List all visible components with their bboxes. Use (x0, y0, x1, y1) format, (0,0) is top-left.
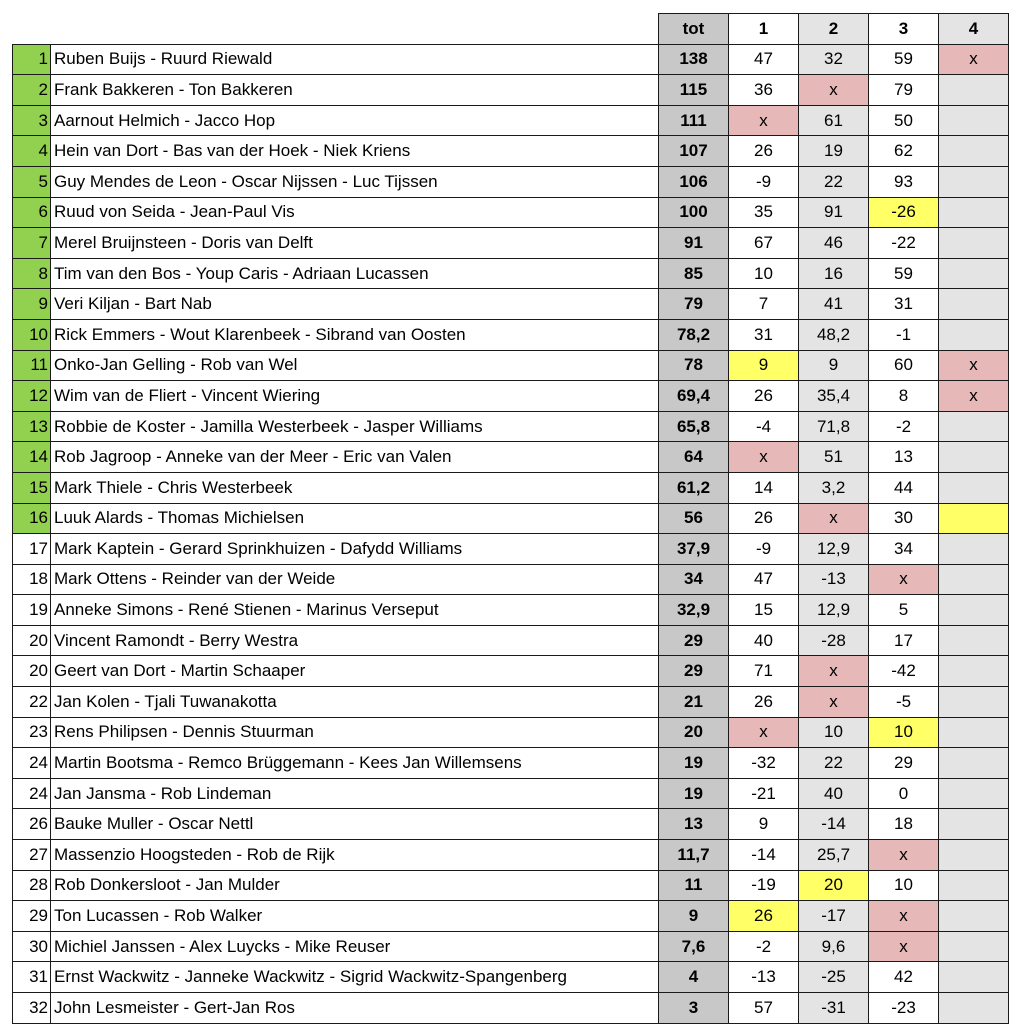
rank-cell: 26 (13, 809, 51, 840)
round-1-score-cell: -21 (729, 778, 799, 809)
round-2-score-cell: 22 (799, 748, 869, 779)
header-blank-rank (13, 14, 51, 45)
table-row (13, 595, 1009, 626)
team-name-cell: Aarnout Helmich - Jacco Hop (51, 105, 659, 136)
total-score-cell: 138 (659, 44, 729, 75)
rank-cell: 12 (13, 381, 51, 412)
round-1-score-cell: 36 (729, 75, 799, 106)
team-name-cell: Ton Lucassen - Rob Walker (51, 901, 659, 932)
total-score-cell: 20 (659, 717, 729, 748)
table-row (13, 564, 1009, 595)
round-3-score-cell: -2 (869, 411, 939, 442)
round-1-score-cell: -9 (729, 534, 799, 565)
round-1-score-cell: x (729, 717, 799, 748)
round-2-score-cell: 12,9 (799, 595, 869, 626)
rank-cell: 10 (13, 319, 51, 350)
round-4-score-cell (939, 748, 1009, 779)
table-row (13, 717, 1009, 748)
round-4-score-cell (939, 625, 1009, 656)
round-3-score-cell: 59 (869, 44, 939, 75)
team-name-cell: Mark Ottens - Reinder van der Weide (51, 564, 659, 595)
table-row (13, 778, 1009, 809)
round-3-score-cell: 0 (869, 778, 939, 809)
table-row (13, 75, 1009, 106)
round-2-score-cell: -17 (799, 901, 869, 932)
team-name-cell: Vincent Ramondt - Berry Westra (51, 625, 659, 656)
round-3-score-cell: 34 (869, 534, 939, 565)
round-1-score-cell: -32 (729, 748, 799, 779)
header-round-4: 4 (939, 14, 1009, 45)
round-4-score-cell (939, 931, 1009, 962)
round-1-score-cell: 9 (729, 350, 799, 381)
round-4-score-cell (939, 75, 1009, 106)
round-4-score-cell (939, 166, 1009, 197)
round-2-score-cell: 71,8 (799, 411, 869, 442)
round-4-score-cell (939, 656, 1009, 687)
total-score-cell: 79 (659, 289, 729, 320)
table-row (13, 411, 1009, 442)
team-name-cell: Ernst Wackwitz - Janneke Wackwitz - Sigrid Wackwitz-Spangenberg (51, 962, 659, 993)
table-row (13, 166, 1009, 197)
round-1-score-cell: -19 (729, 870, 799, 901)
rank-cell: 28 (13, 870, 51, 901)
round-4-score-cell (939, 717, 1009, 748)
round-4-score-cell (939, 442, 1009, 473)
round-3-score-cell: 50 (869, 105, 939, 136)
total-score-cell: 32,9 (659, 595, 729, 626)
round-3-score-cell: 59 (869, 258, 939, 289)
round-4-score-cell (939, 901, 1009, 932)
round-3-score-cell: 10 (869, 870, 939, 901)
round-4-score-cell (939, 534, 1009, 565)
round-3-score-cell: 18 (869, 809, 939, 840)
table-row (13, 381, 1009, 412)
team-name-cell: Martin Bootsma - Remco Brüggemann - Kees Jan Willemsens (51, 748, 659, 779)
team-name-cell: Robbie de Koster - Jamilla Westerbeek - Jasper Williams (51, 411, 659, 442)
round-4-score-cell (939, 870, 1009, 901)
round-3-score-cell: -23 (869, 993, 939, 1024)
total-score-cell: 11,7 (659, 840, 729, 871)
round-4-score-cell (939, 258, 1009, 289)
round-3-score-cell: x (869, 901, 939, 932)
round-3-score-cell: -26 (869, 197, 939, 228)
round-3-score-cell: -5 (869, 687, 939, 718)
team-name-cell: Jan Jansma - Rob Lindeman (51, 778, 659, 809)
rank-cell: 30 (13, 931, 51, 962)
round-2-score-cell: x (799, 687, 869, 718)
total-score-cell: 91 (659, 228, 729, 259)
total-score-cell: 13 (659, 809, 729, 840)
round-3-score-cell: 93 (869, 166, 939, 197)
round-2-score-cell: 32 (799, 44, 869, 75)
table-row (13, 105, 1009, 136)
round-1-score-cell: 26 (729, 136, 799, 167)
table-row (13, 840, 1009, 871)
team-name-cell: John Lesmeister - Gert-Jan Ros (51, 993, 659, 1024)
round-2-score-cell: 61 (799, 105, 869, 136)
round-4-score-cell (939, 595, 1009, 626)
round-1-score-cell: 35 (729, 197, 799, 228)
rank-cell: 8 (13, 258, 51, 289)
round-4-score-cell (939, 564, 1009, 595)
round-2-score-cell: 16 (799, 258, 869, 289)
rank-cell: 3 (13, 105, 51, 136)
rank-cell: 1 (13, 44, 51, 75)
round-2-score-cell: 51 (799, 442, 869, 473)
round-1-score-cell: -4 (729, 411, 799, 442)
total-score-cell: 34 (659, 564, 729, 595)
round-4-score-cell (939, 136, 1009, 167)
rank-cell: 16 (13, 503, 51, 534)
round-2-score-cell: 20 (799, 870, 869, 901)
total-score-cell: 111 (659, 105, 729, 136)
round-3-score-cell: 60 (869, 350, 939, 381)
total-score-cell: 64 (659, 442, 729, 473)
team-name-cell: Wim van de Fliert - Vincent Wiering (51, 381, 659, 412)
total-score-cell: 115 (659, 75, 729, 106)
team-name-cell: Ruben Buijs - Ruurd Riewald (51, 44, 659, 75)
round-2-score-cell: 12,9 (799, 534, 869, 565)
round-3-score-cell: 30 (869, 503, 939, 534)
round-1-score-cell: 26 (729, 901, 799, 932)
round-2-score-cell: -14 (799, 809, 869, 840)
total-score-cell: 9 (659, 901, 729, 932)
round-2-score-cell: 41 (799, 289, 869, 320)
round-2-score-cell: 91 (799, 197, 869, 228)
round-3-score-cell: -42 (869, 656, 939, 687)
round-3-score-cell: x (869, 564, 939, 595)
team-name-cell: Massenzio Hoogsteden - Rob de Rijk (51, 840, 659, 871)
team-name-cell: Guy Mendes de Leon - Oscar Nijssen - Luc Tijssen (51, 166, 659, 197)
round-3-score-cell: x (869, 931, 939, 962)
round-4-score-cell (939, 197, 1009, 228)
round-1-score-cell: -14 (729, 840, 799, 871)
round-4-score-cell (939, 962, 1009, 993)
rank-cell: 15 (13, 472, 51, 503)
round-1-score-cell: -13 (729, 962, 799, 993)
round-4-score-cell: x (939, 381, 1009, 412)
round-4-score-cell: x (939, 44, 1009, 75)
round-2-score-cell: -28 (799, 625, 869, 656)
round-2-score-cell: 22 (799, 166, 869, 197)
rank-cell: 20 (13, 625, 51, 656)
table-row (13, 870, 1009, 901)
total-score-cell: 19 (659, 778, 729, 809)
table-row (13, 809, 1009, 840)
rank-cell: 23 (13, 717, 51, 748)
round-2-score-cell: 40 (799, 778, 869, 809)
table-row (13, 625, 1009, 656)
round-1-score-cell: x (729, 105, 799, 136)
round-2-score-cell: 25,7 (799, 840, 869, 871)
round-3-score-cell: 10 (869, 717, 939, 748)
team-name-cell: Hein van Dort - Bas van der Hoek - Niek Kriens (51, 136, 659, 167)
round-3-score-cell: 44 (869, 472, 939, 503)
team-name-cell: Mark Kaptein - Gerard Sprinkhuizen - Dafydd Williams (51, 534, 659, 565)
rank-cell: 24 (13, 748, 51, 779)
round-1-score-cell: 26 (729, 503, 799, 534)
round-4-score-cell (939, 472, 1009, 503)
round-2-score-cell: 19 (799, 136, 869, 167)
round-4-score-cell (939, 809, 1009, 840)
rank-cell: 9 (13, 289, 51, 320)
round-4-score-cell (939, 289, 1009, 320)
round-1-score-cell: 9 (729, 809, 799, 840)
round-2-score-cell: 9 (799, 350, 869, 381)
table-row (13, 442, 1009, 473)
rank-cell: 27 (13, 840, 51, 871)
rank-cell: 22 (13, 687, 51, 718)
rank-cell: 4 (13, 136, 51, 167)
total-score-cell: 85 (659, 258, 729, 289)
round-2-score-cell: 46 (799, 228, 869, 259)
total-score-cell: 56 (659, 503, 729, 534)
rank-cell: 11 (13, 350, 51, 381)
table-row (13, 44, 1009, 75)
round-3-score-cell: 8 (869, 381, 939, 412)
round-4-score-cell (939, 687, 1009, 718)
rank-cell: 14 (13, 442, 51, 473)
round-2-score-cell: -31 (799, 993, 869, 1024)
round-2-score-cell: 10 (799, 717, 869, 748)
round-4-score-cell (939, 411, 1009, 442)
total-score-cell: 21 (659, 687, 729, 718)
round-2-score-cell: 3,2 (799, 472, 869, 503)
team-name-cell: Luuk Alards - Thomas Michielsen (51, 503, 659, 534)
rank-cell: 19 (13, 595, 51, 626)
rank-cell: 18 (13, 564, 51, 595)
round-3-score-cell: 79 (869, 75, 939, 106)
total-score-cell: 100 (659, 197, 729, 228)
table-row (13, 748, 1009, 779)
team-name-cell: Onko-Jan Gelling - Rob van Wel (51, 350, 659, 381)
round-2-score-cell: 9,6 (799, 931, 869, 962)
round-1-score-cell: -9 (729, 166, 799, 197)
round-1-score-cell: 71 (729, 656, 799, 687)
header-tot: tot (659, 14, 729, 45)
total-score-cell: 7,6 (659, 931, 729, 962)
rank-cell: 29 (13, 901, 51, 932)
total-score-cell: 37,9 (659, 534, 729, 565)
round-3-score-cell: 62 (869, 136, 939, 167)
rank-cell: 6 (13, 197, 51, 228)
round-1-score-cell: 67 (729, 228, 799, 259)
total-score-cell: 65,8 (659, 411, 729, 442)
round-2-score-cell: x (799, 75, 869, 106)
team-name-cell: Frank Bakkeren - Ton Bakkeren (51, 75, 659, 106)
team-name-cell: Rens Philipsen - Dennis Stuurman (51, 717, 659, 748)
table-row (13, 228, 1009, 259)
round-1-score-cell: 26 (729, 687, 799, 718)
team-name-cell: Rick Emmers - Wout Klarenbeek - Sibrand van Oosten (51, 319, 659, 350)
round-4-score-cell (939, 105, 1009, 136)
rank-cell: 32 (13, 993, 51, 1024)
team-name-cell: Geert van Dort - Martin Schaaper (51, 656, 659, 687)
table-row (13, 993, 1009, 1024)
round-1-score-cell: 57 (729, 993, 799, 1024)
header-row (13, 14, 1009, 45)
rank-cell: 31 (13, 962, 51, 993)
total-score-cell: 107 (659, 136, 729, 167)
table-row (13, 687, 1009, 718)
header-round-1: 1 (729, 14, 799, 45)
total-score-cell: 78,2 (659, 319, 729, 350)
round-4-score-cell (939, 319, 1009, 350)
team-name-cell: Veri Kiljan - Bart Nab (51, 289, 659, 320)
round-2-score-cell: 48,2 (799, 319, 869, 350)
table-row (13, 197, 1009, 228)
table-row (13, 472, 1009, 503)
team-name-cell: Tim van den Bos - Youp Caris - Adriaan Lucassen (51, 258, 659, 289)
total-score-cell: 29 (659, 625, 729, 656)
table-row (13, 319, 1009, 350)
round-1-score-cell: 26 (729, 381, 799, 412)
total-score-cell: 69,4 (659, 381, 729, 412)
team-name-cell: Merel Bruijnsteen - Doris van Delft (51, 228, 659, 259)
standings-table (12, 13, 1009, 1024)
round-2-score-cell: x (799, 503, 869, 534)
round-3-score-cell: 31 (869, 289, 939, 320)
table-row (13, 350, 1009, 381)
round-4-score-cell (939, 778, 1009, 809)
total-score-cell: 78 (659, 350, 729, 381)
total-score-cell: 11 (659, 870, 729, 901)
round-4-score-cell (939, 840, 1009, 871)
round-1-score-cell: -2 (729, 931, 799, 962)
team-name-cell: Jan Kolen - Tjali Tuwanakotta (51, 687, 659, 718)
rank-cell: 5 (13, 166, 51, 197)
round-1-score-cell: 15 (729, 595, 799, 626)
team-name-cell: Rob Jagroop - Anneke van der Meer - Eric van Valen (51, 442, 659, 473)
round-1-score-cell: 10 (729, 258, 799, 289)
round-4-score-cell (939, 228, 1009, 259)
round-3-score-cell: 29 (869, 748, 939, 779)
total-score-cell: 106 (659, 166, 729, 197)
table-row (13, 962, 1009, 993)
round-1-score-cell: x (729, 442, 799, 473)
round-3-score-cell: x (869, 840, 939, 871)
team-name-cell: Anneke Simons - René Stienen - Marinus Verseput (51, 595, 659, 626)
total-score-cell: 29 (659, 656, 729, 687)
round-2-score-cell: x (799, 656, 869, 687)
total-score-cell: 4 (659, 962, 729, 993)
standings-sheet (12, 13, 1009, 1024)
total-score-cell: 61,2 (659, 472, 729, 503)
table-row (13, 289, 1009, 320)
rank-cell: 2 (13, 75, 51, 106)
team-name-cell: Ruud von Seida - Jean-Paul Vis (51, 197, 659, 228)
team-name-cell: Bauke Muller - Oscar Nettl (51, 809, 659, 840)
round-3-score-cell: 13 (869, 442, 939, 473)
table-row (13, 931, 1009, 962)
round-4-score-cell (939, 503, 1009, 534)
rank-cell: 17 (13, 534, 51, 565)
table-row (13, 534, 1009, 565)
table-row (13, 901, 1009, 932)
rank-cell: 24 (13, 778, 51, 809)
table-row (13, 258, 1009, 289)
round-1-score-cell: 47 (729, 564, 799, 595)
round-3-score-cell: -1 (869, 319, 939, 350)
round-1-score-cell: 47 (729, 44, 799, 75)
table-row (13, 503, 1009, 534)
round-1-score-cell: 7 (729, 289, 799, 320)
round-3-score-cell: 17 (869, 625, 939, 656)
team-name-cell: Mark Thiele - Chris Westerbeek (51, 472, 659, 503)
table-row (13, 136, 1009, 167)
total-score-cell: 3 (659, 993, 729, 1024)
rank-cell: 13 (13, 411, 51, 442)
team-name-cell: Rob Donkersloot - Jan Mulder (51, 870, 659, 901)
table-row (13, 656, 1009, 687)
total-score-cell: 19 (659, 748, 729, 779)
rank-cell: 7 (13, 228, 51, 259)
header-round-2: 2 (799, 14, 869, 45)
round-4-score-cell (939, 993, 1009, 1024)
rank-cell: 20 (13, 656, 51, 687)
standings-body (13, 44, 1009, 1023)
round-4-score-cell: x (939, 350, 1009, 381)
round-2-score-cell: -25 (799, 962, 869, 993)
round-3-score-cell: 5 (869, 595, 939, 626)
team-name-cell: Michiel Janssen - Alex Luycks - Mike Reuser (51, 931, 659, 962)
round-2-score-cell: -13 (799, 564, 869, 595)
round-1-score-cell: 40 (729, 625, 799, 656)
round-3-score-cell: 42 (869, 962, 939, 993)
header-blank-name (51, 14, 659, 45)
header-round-3: 3 (869, 14, 939, 45)
round-3-score-cell: -22 (869, 228, 939, 259)
round-1-score-cell: 14 (729, 472, 799, 503)
round-2-score-cell: 35,4 (799, 381, 869, 412)
round-1-score-cell: 31 (729, 319, 799, 350)
